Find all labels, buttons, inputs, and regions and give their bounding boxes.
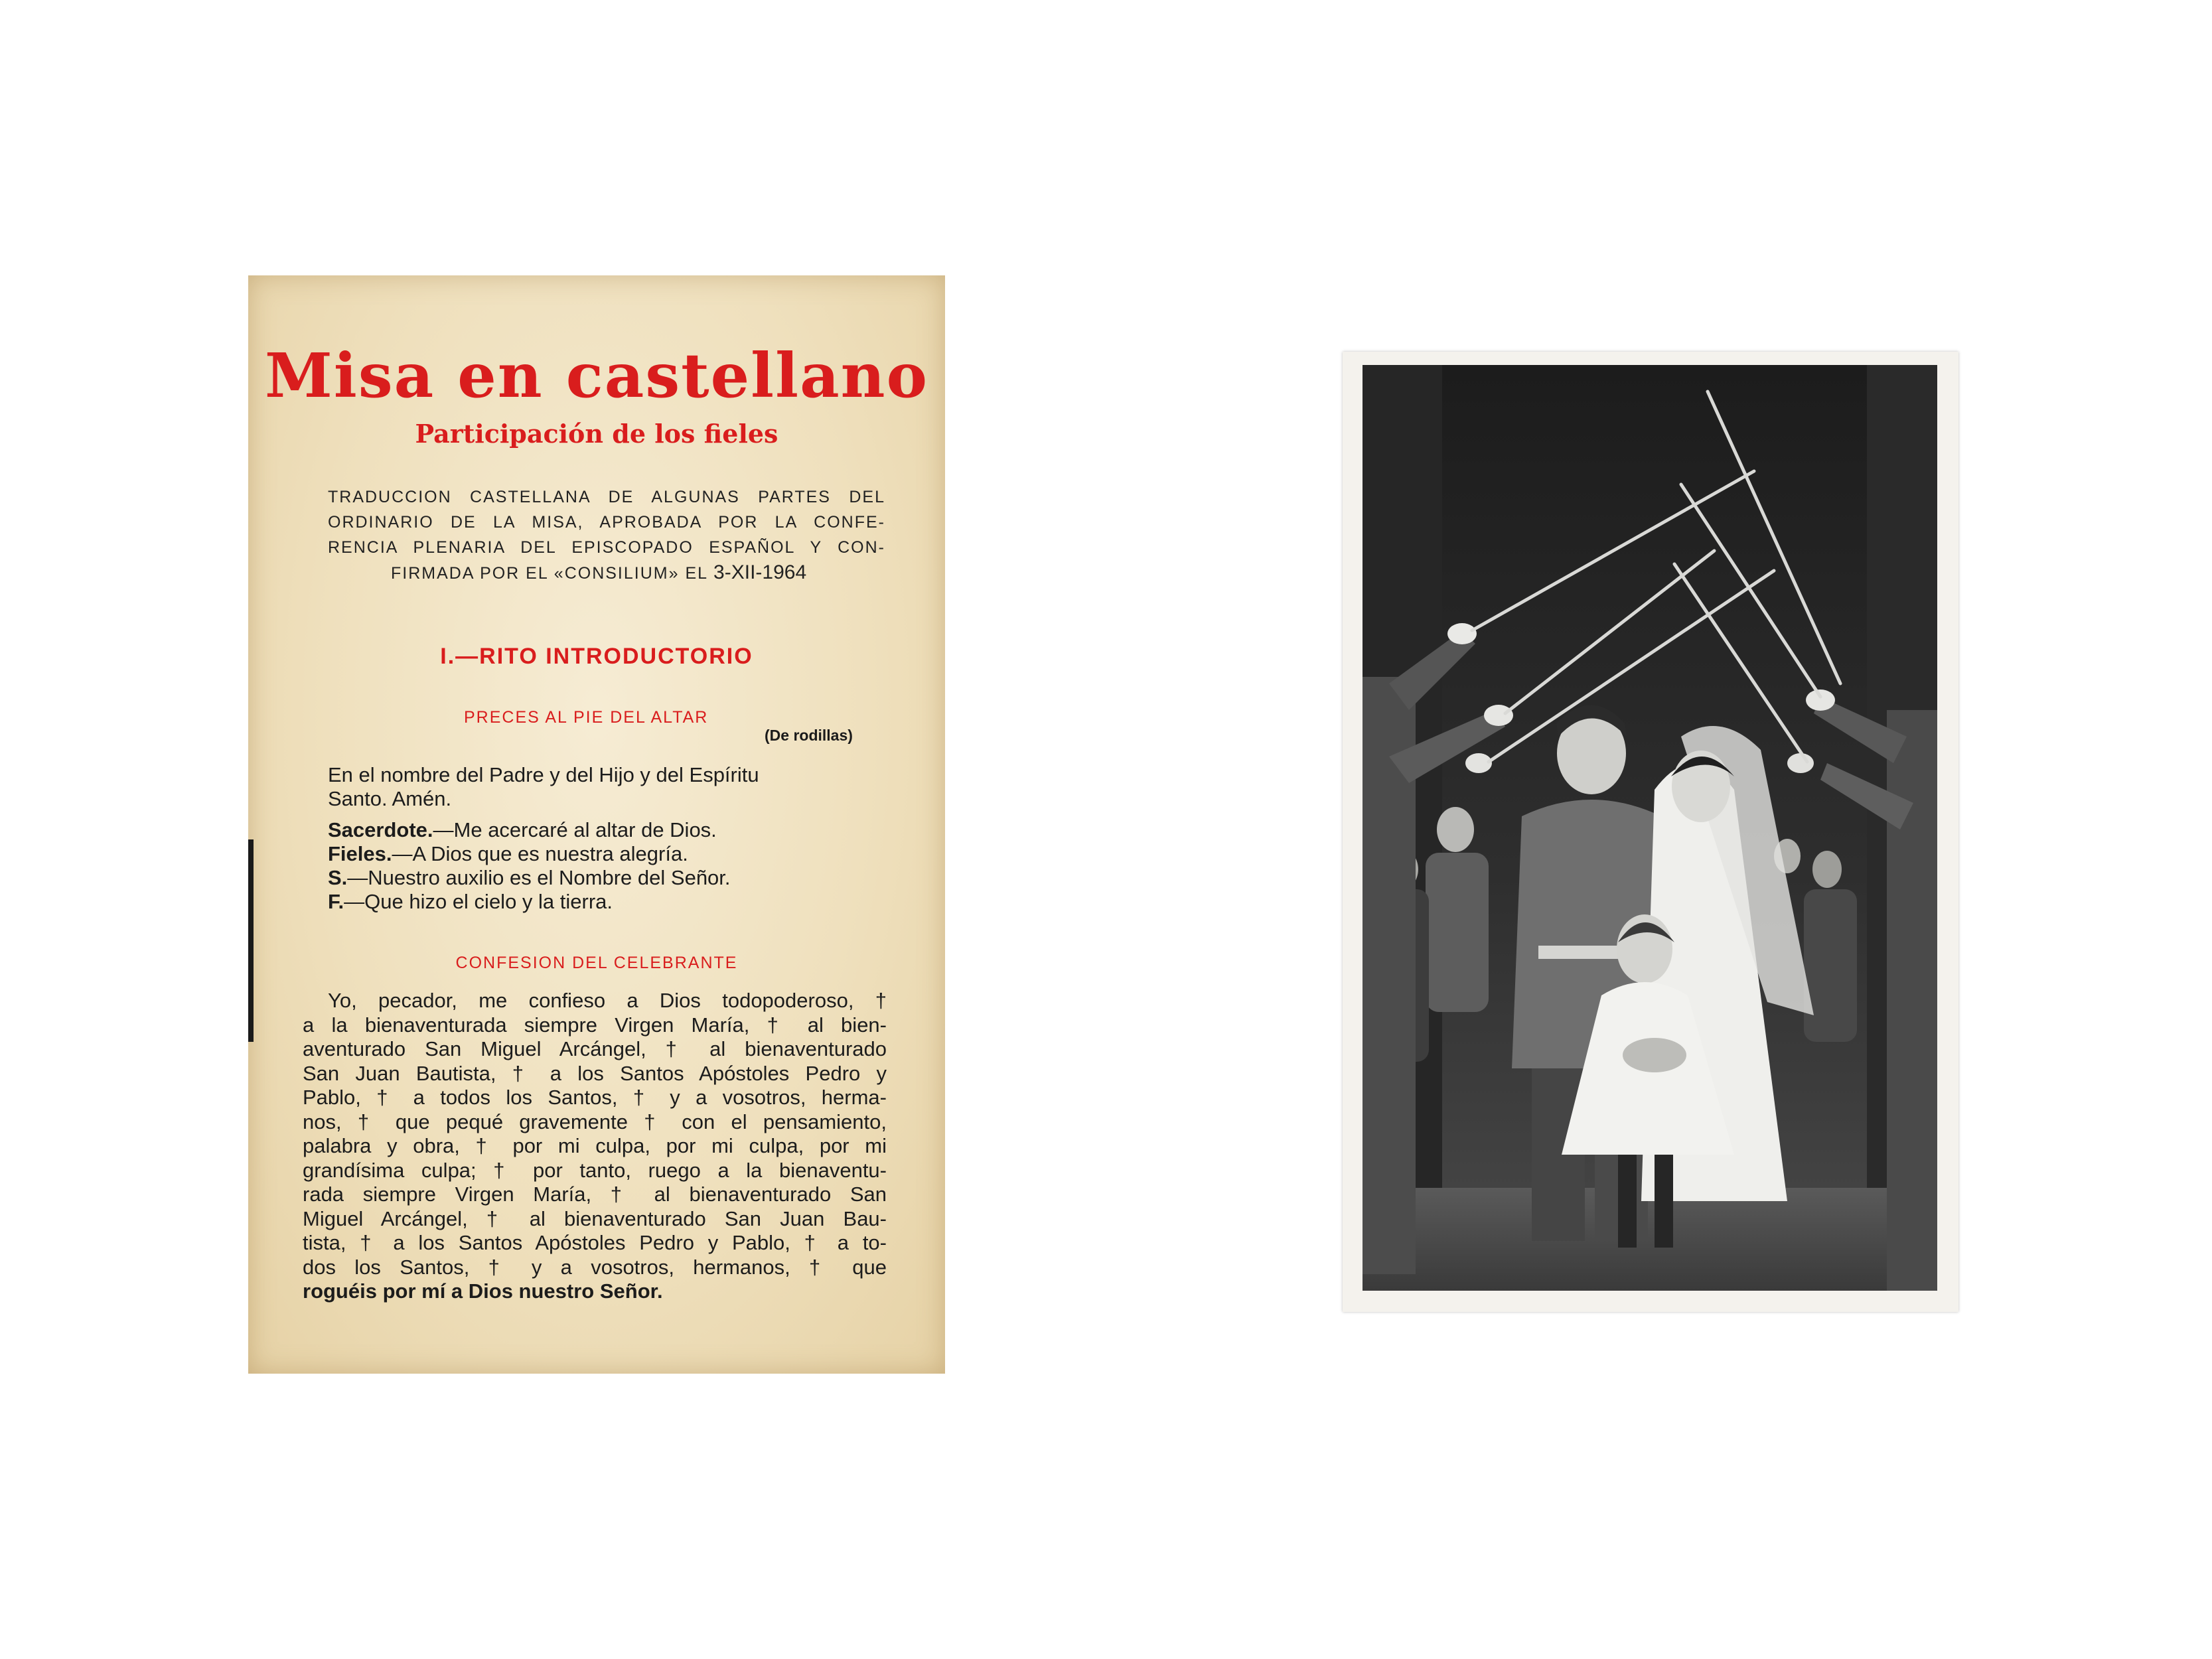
- intro-line-last: [328, 560, 885, 586]
- opening-line: En el nombre del Padre y del Hijo y del Espíritu: [328, 763, 759, 786]
- staple-binding: [248, 839, 254, 1042]
- dialog-speaker: Fieles.: [328, 842, 392, 865]
- confession-line: a la bienaventurada siempre Virgen María, † al bien-: [303, 1013, 887, 1037]
- mass-booklet: [248, 275, 945, 1374]
- confession-line: Pablo, † a todos los Santos, † y a vosotros, herma-: [303, 1086, 887, 1109]
- confession-line: roguéis por mí a Dios nuestro Señor.: [303, 1279, 663, 1303]
- dialog-row: [328, 842, 885, 866]
- dialog-row: [328, 866, 885, 890]
- intro-line: RENCIA PLENARIA DEL EPISCOPADO ESPAÑOL Y CON-: [328, 538, 885, 557]
- confession-line: tista, † a los Santos Apóstoles Pedro y Pablo, † a to-: [303, 1231, 887, 1254]
- subsection-heading: PRECES AL PIE DEL ALTAR: [464, 708, 709, 727]
- confession-line: nos, † que pequé gravemente † con el pensamiento,: [303, 1110, 887, 1133]
- dialog-row: [328, 818, 885, 842]
- confession-line: Miguel Arcángel, † al bienaventurado San Juan Bau-: [303, 1206, 887, 1230]
- wedding-photograph: [1343, 352, 1958, 1312]
- dialog-speaker: S.: [328, 866, 348, 889]
- intro-line: TRADUCCION CASTELLANA DE ALGUNAS PARTES DEL: [328, 488, 885, 506]
- booklet-intro: [328, 484, 885, 586]
- confession-prayer: [303, 989, 887, 1304]
- confession-line: dos los Santos, † y a vosotros, hermanos, † que: [303, 1255, 887, 1279]
- opening-invocation: [328, 763, 885, 811]
- dialog-text: —Nuestro auxilio es el Nombre del Señor.: [347, 866, 731, 889]
- opening-line: Santo. Amén.: [328, 787, 452, 810]
- dialog-speaker: Sacerdote.: [328, 818, 433, 841]
- booklet-title: Misa en castellano: [265, 340, 928, 411]
- confession-line: Yo, pecador, me confieso a Dios todopoderoso, †: [328, 989, 887, 1012]
- confession-line: palabra y obra, † por mi culpa, por mi culpa, por mi: [303, 1134, 887, 1157]
- confession-line: aventurado San Miguel Arcángel, † al bienaventurado: [303, 1037, 887, 1060]
- dialog-speaker: F.: [328, 890, 344, 913]
- dialog-row: [328, 890, 885, 914]
- confession-line: grandísima culpa; † por tanto, ruego a la bienaventu-: [303, 1158, 887, 1182]
- subsection-heading: CONFESION DEL CELEBRANTE: [455, 954, 738, 972]
- dialog-text: —Me acercaré al altar de Dios.: [433, 818, 717, 841]
- wedding-photo-icon: [1363, 365, 1937, 1291]
- intro-date: 3-XII-1964: [713, 561, 807, 583]
- section-title: I.—RITO INTRODUCTORIO: [440, 644, 753, 669]
- confession-line: rada siempre Virgen María, † al bienaventurado San: [303, 1183, 887, 1206]
- dialog-text: —Que hizo el cielo y la tierra.: [344, 890, 613, 913]
- confession-line: San Juan Bautista, † a los Santos Apóstoles Pedro y: [303, 1061, 887, 1085]
- dialog-text: —A Dios que es nuestra alegría.: [392, 842, 688, 865]
- dialog-block: [328, 818, 885, 914]
- intro-line: FIRMADA POR EL «CONSILIUM» EL: [391, 564, 708, 583]
- booklet-subtitle: Participación de los fieles: [415, 419, 778, 449]
- posture-note: (De rodillas): [765, 727, 853, 744]
- intro-line: ORDINARIO DE LA MISA, APROBADA POR LA CONFE-: [328, 513, 885, 532]
